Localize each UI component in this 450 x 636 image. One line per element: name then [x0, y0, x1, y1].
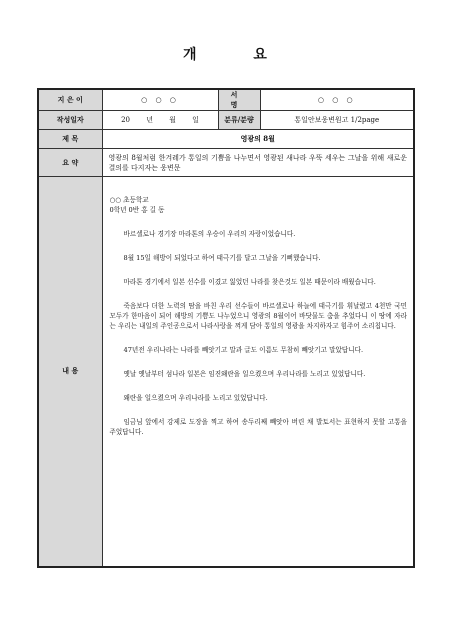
- paragraph: 옛날 옛날부터 섬나라 일본은 임진왜란을 일으켰으며 우리나라를 노리고 있었답니다.: [123, 370, 366, 378]
- date-row: [38, 111, 414, 130]
- student-line: 0학년 0반 홍 길 동: [109, 206, 165, 214]
- title-row: [38, 130, 414, 149]
- title-label: 제 목: [38, 130, 102, 149]
- paragraph: 마라톤 경기에서 일본 선수를 이겼고 잃었던 나라를 찾은것도 일본 때문이라 배웠습니다.: [123, 278, 376, 286]
- summary-label: 요 약: [38, 149, 102, 177]
- content-label: 내 용: [38, 177, 102, 567]
- author-value: ○ ○ ○: [102, 89, 218, 111]
- content-body: [102, 177, 414, 567]
- page-title: 개 요: [183, 47, 293, 63]
- paragraph: 왜란을 일으켰으며 우리나라를 노리고 있었답니다.: [123, 394, 268, 402]
- paragraph: 죽음보다 더한 노력의 땀을 바친 우리 선수들이 바르셀로나 하늘에 태극기를 휘날렸고 4천만 국민 모두가 한마음이 되어 해방의 기쁨도 나누었으니 영광의 8월이어 바닷물도 춤을 추었다니 이 땅에 자라는 우리는 내일의 주인공으로서 나라사랑을 껴게 담아 통일의 영광을 차지하자고 힘주어 소리칩니다.: [109, 302, 407, 330]
- paragraph: 바르셀로나 경기장 마라톤의 우승이 우리의 자랑이었습니다.: [123, 230, 296, 238]
- speech-title: 영광의 8월: [102, 130, 414, 149]
- author-row: [38, 89, 414, 111]
- date-label: 작성일자: [38, 111, 102, 130]
- summary-row: [38, 149, 414, 177]
- category-label: 분류/분량: [218, 111, 260, 130]
- summary-form: [37, 88, 415, 568]
- paragraph: 임금님 앞에서 강제로 도장을 찍고 하여 송두리째 빼앗아 버린 채 발토서는 표현하지 못할 고통을 주었답니다.: [109, 418, 407, 436]
- book-name-label: 서 명: [218, 89, 260, 111]
- category-value: 통일안보웅변원고 1/2page: [260, 111, 414, 130]
- date-value: 20 년 월 일: [102, 111, 218, 130]
- author-label: 지 은 이: [38, 89, 102, 111]
- summary-text: 영광의 8월처럼 한겨레가 통일의 기쁨을 나누면서 영광된 새나라 우뚝 세우는 그날을 위해 새로운 결의를 다지자는 웅변문: [102, 149, 414, 177]
- school-line: ○○ 초등학교: [109, 196, 149, 204]
- paragraph: 8월 15일 해방이 되었다고 하여 태극기를 달고 그날을 기뻐했습니다.: [123, 254, 321, 262]
- content-row: [38, 177, 414, 567]
- book-name-value: ○ ○ ○: [260, 89, 414, 111]
- paragraph: 47년전 우리나라는 나라를 빼앗기고 말과 글도 이름도 무참히 빼앗기고 말았답니다.: [123, 346, 364, 354]
